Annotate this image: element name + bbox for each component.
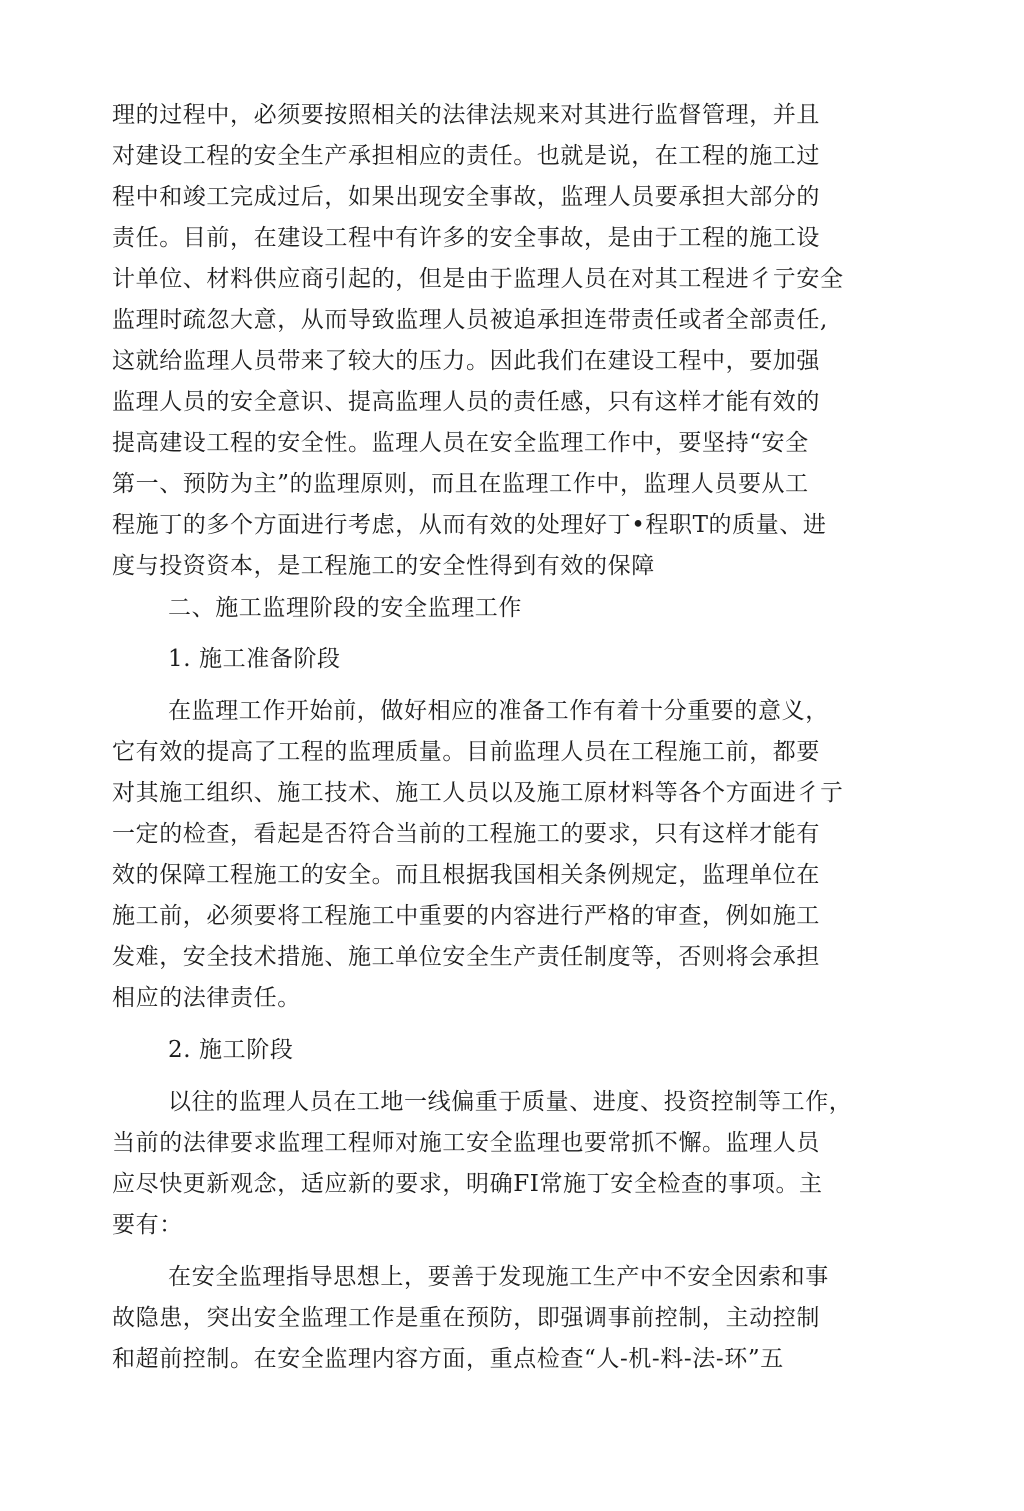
body-text-line: 这就给监理人员带来了较大的压力。因此我们在建设工程中，要加强	[112, 348, 820, 374]
body-text-line: 对其施工组织、施工技术、施工人员以及施工原材料等各个方面进彳亍	[112, 780, 844, 806]
body-text-line: 当前的法律要求监理工程师对施工安全监理也要常抓不懈。监理人员	[112, 1130, 820, 1156]
body-text-line: 监理人员的安全意识、提高监理人员的责任感，只有这样才能有效的	[112, 389, 820, 415]
body-text-line: 计单位、材料供应商引起的，但是由于监理人员在对其工程进彳亍安全	[112, 266, 844, 292]
subsection-heading: 2. 施工阶段	[168, 1037, 294, 1063]
body-text-line: 程施丁的多个方面进行考虑，从而有效的处理好丁•程职T的质量、进	[112, 512, 827, 538]
body-text-line: 责任。目前，在建设工程中有许多的安全事故，是由于工程的施工设	[112, 225, 820, 251]
body-text-line: 提高建设工程的安全性。监理人员在安全监理工作中，要坚持“安全	[112, 430, 809, 456]
body-text-line: 程中和竣工完成过后，如果出现安全事故，监理人员要承担大部分的	[112, 184, 820, 210]
body-text-line: 效的保障工程施工的安全。而且根据我国相关条例规定，监理单位在	[112, 862, 820, 888]
body-text-line: 施工前，必须要将工程施工中重要的内容进行严格的审查，例如施工	[112, 903, 820, 929]
body-text-line: 监理时疏忽大意，从而导致监理人员被追承担连带责任或者全部责任,	[112, 307, 828, 333]
body-text-line: 应尽快更新观念，适应新的要求，明确FI常施丁安全检查的事项。主	[112, 1171, 823, 1197]
body-text-line: 理的过程中，必须要按照相关的法律法规来对其进行监督管理，并且	[112, 102, 820, 128]
body-text-line: 发难，安全技术措施、施工单位安全生产责任制度等，否则将会承担	[112, 944, 820, 970]
body-text-line: 和超前控制。在安全监理内容方面，重点检查“人-机-料-法-环”五	[112, 1346, 784, 1372]
body-text-line: 在安全监理指导思想上，要善于发现施工生产中不安全因索和事	[168, 1264, 829, 1290]
body-text-line: 故隐患，突出安全监理工作是重在预防，即强调事前控制，主动控制	[112, 1305, 820, 1331]
body-text-line: 第一、预防为主”的监理原则，而且在监理工作中，监理人员要从工	[112, 471, 809, 497]
body-text-line: 度与投资资本，是工程施工的安全性得到有效的保障	[112, 553, 655, 579]
subsection-heading: 1. 施工准备阶段	[168, 646, 341, 672]
body-text-line: 要有：	[112, 1212, 183, 1238]
body-text-line: 对建设工程的安全生产承担相应的责任。也就是说，在工程的施工过	[112, 143, 820, 169]
body-text-line: 以往的监理人员在工地一线偏重于质量、进度、投资控制等工作，	[168, 1089, 853, 1115]
body-text-line: 相应的法律责任。	[112, 985, 301, 1011]
body-text-line: 一定的检查，看起是否符合当前的工程施工的要求，只有这样才能有	[112, 821, 820, 847]
body-text-line: 在监理工作开始前，做好相应的准备工作有着十分重要的意义，	[168, 698, 829, 724]
body-text-line: 它有效的提高了工程的监理质量。目前监理人员在工程施工前，都要	[112, 739, 820, 765]
section-heading: 二、施工监理阶段的安全监理工作	[168, 595, 522, 621]
